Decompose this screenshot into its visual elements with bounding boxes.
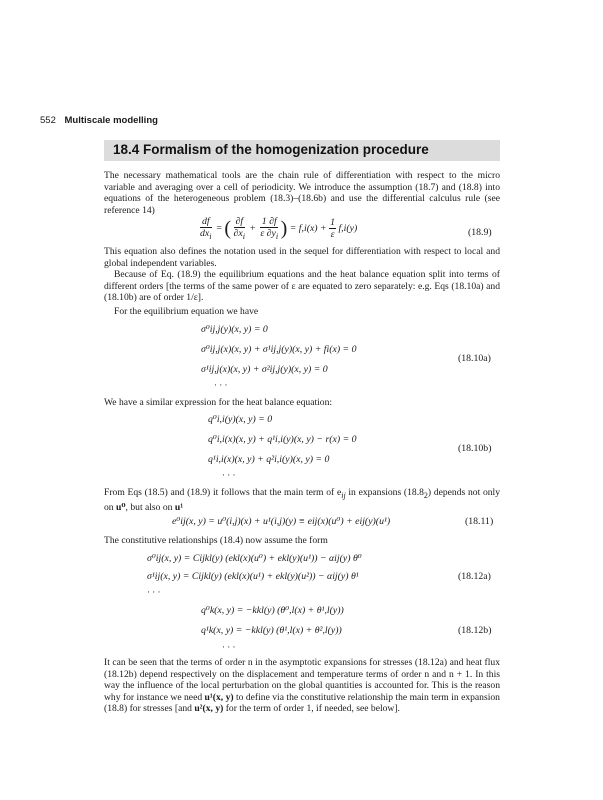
eq18-12a-dots: · · · — [147, 587, 161, 597]
eq18-10b-line1: q⁰i,i(y)(x, y) = 0 — [208, 414, 273, 425]
running-title: Multiscale modelling — [64, 115, 158, 126]
section-title: 18.4 Formalism of the homogenization procedure — [113, 142, 429, 157]
eq18-10a-line2: σ⁰ij,j(x)(x, y) + σ¹ij,j(y)(x, y) + fi(x) = 0 — [201, 344, 357, 355]
eq18-10b-line3: q¹i,i(x)(x, y) + q²i,i(y)(x, y) = 0 — [208, 454, 330, 465]
eq18-10b-dots: · · · — [222, 470, 236, 480]
eq18-9-partial-y: $\frac{1 \partial f}{\varepsilon \partial y_i}$ — [260, 216, 279, 241]
page-number: 552 — [40, 115, 56, 126]
eq18-10a-line1: σ⁰ij,j(y)(x, y) = 0 — [201, 324, 268, 335]
eq18-12b-dots: · · · — [222, 642, 236, 652]
paragraph-strain: From Eqs (18.5) and (18.9) it follows that the main term of $e_{ij}$ in expansions $(18.8_2)$ depends not only on u⁰, but also on u¹ — [104, 487, 500, 513]
equation-label-18-11: (18.11) — [465, 516, 494, 527]
equation-18-11: e⁰ij(x, y) = u⁰(i,j)(x) + u¹(i,j)(y) ≡ eij(x)(u⁰) + eij(y)(u¹) — [172, 516, 391, 527]
paragraph-constitutive: The constitutive relationships (18.4) now assume the form — [104, 535, 328, 546]
eq18-12a-line2: σ¹ij(x, y) = Cijkl(y) (ekl(x)(u¹) + ekl(y)(u²)) − αij(y) θ¹ — [147, 571, 359, 582]
equation-label-18-9: (18.9) — [468, 227, 492, 238]
eq18-10a-dots: · · · — [214, 380, 228, 390]
eq18-9-partial-x: $\frac{\partial f}{\partial x_i}$ — [233, 216, 246, 241]
section-title-bar — [104, 140, 500, 161]
eq18-9-rhs: = f,i(x) + — [289, 223, 330, 235]
equation-label-18-10b: (18.10b) — [458, 443, 492, 454]
eq18-12b-line1: q⁰k(x, y) = −kkl(y) (θ⁰,l(x) + θ¹,l(y)) — [201, 605, 344, 616]
eq18-9-lhs: $\frac{df}{dx_i}$ — [200, 216, 212, 241]
paragraph-equilibrium: For the equilibrium equation we have — [114, 306, 259, 317]
eq18-12a-line1: σ⁰ij(x, y) = Cijkl(y) (ekl(x)(u⁰) + ekl(y)(u¹)) − αij(y) θ⁰ — [147, 553, 362, 564]
paragraph-notation: This equation also defines the notation used in the sequel for differentiation with respect to local and global independent variables. — [104, 246, 500, 269]
equation-18-9: $\frac{df}{dx_i}$ = ( $\frac{\partial f}{\partial x_i}$ + $\frac{1 \partial f}{\varepsilon \partial y_i}$ ) = f,i(x) + $\frac{1}{\varepsilon}$ f,i(y) — [200, 216, 358, 241]
paragraph-heat: We have a similar expression for the heat balance equation: — [104, 397, 333, 408]
running-header — [40, 115, 158, 126]
eq18-10b-line2: q⁰i,i(x)(x, y) + q¹i,i(y)(x, y) − r(x) = 0 — [208, 434, 357, 445]
paragraph-intro: The necessary mathematical tools are the chain rule of differentiation with respect to the micro variable and averaging over a cell of periodicity. We introduce the assumption (18.7) and (18.8) into equations of the heterogeneous problem (18.3)–(18.6b) and use the differential calculus rule (see reference 14) — [104, 170, 500, 216]
equation-label-18-10a: (18.10a) — [458, 353, 491, 364]
eq18-12b-line2: q¹k(x, y) = −kkl(y) (θ¹,l(x) + θ²,l(y)) — [201, 625, 342, 636]
eq18-10a-line3: σ¹ij,j(x)(x, y) + σ²ij,j(y)(x, y) = 0 — [201, 364, 328, 375]
equation-label-18-12b: (18.12b) — [458, 625, 492, 636]
equation-label-18-12a: (18.12a) — [458, 571, 491, 582]
paragraph-conclusion: It can be seen that the terms of order n in the asymptotic expansions for stresses (18.12a) and heat flux (18.12b) depend respectively on the displacement and temperature terms of order n and n + 1. In this way the influence of the local perturbation on the global quantities is accounted for. This is the reason why for instance we need u¹(x, y) to define via the constitutive relationship the main term in expansion (18.8) for stresses [and u²(x, y) for the term of order 1, if needed, see below]. — [104, 657, 500, 715]
paragraph-orders: Because of Eq. (18.9) the equilibrium equations and the heat balance equation split into terms of different orders [the terms of the same power of ε are equated to zero separately: e.g. Eqs (18.10a) and (18.10b) are of order 1/ε]. — [104, 269, 500, 304]
